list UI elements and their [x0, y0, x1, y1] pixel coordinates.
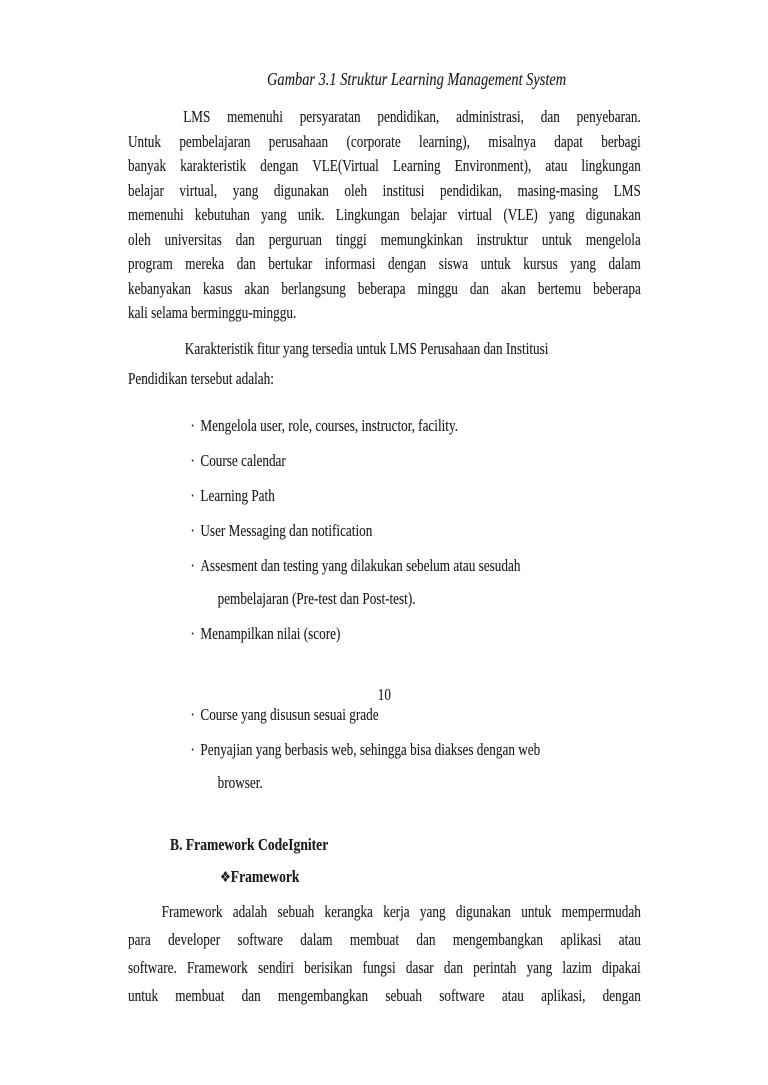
list-item: [128, 480, 641, 513]
bullet-dot-icon: ·: [190, 623, 195, 643]
text-line: belajar virtual, yang digunakan oleh institusi pendidikan, masing-masing LMS: [128, 180, 641, 200]
text-line: · User Messaging dan notification: [190, 521, 373, 540]
text-line: software. Framework sendiri berisikan fungsi dasar dan perintah yang lazim dipakai: [128, 958, 641, 977]
text-line: oleh universitas dan perguruan tinggi memungkinkan instruktur untuk mengelola: [128, 229, 641, 249]
text-line: untuk membuat dan mengembangkan sebuah software atau aplikasi, dengan: [128, 986, 641, 1005]
bullet-dot-icon: ·: [190, 486, 195, 505]
subsection-heading: [220, 866, 300, 888]
text-line: Karakteristik fitur yang tersedia untuk LMS Perusahaan dan Institusi: [184, 339, 549, 358]
text-line: browser.: [217, 772, 263, 792]
list-item: [128, 618, 641, 651]
text-line: · Course yang disusun sesuai grade: [190, 705, 379, 724]
bullet-dot-icon: ·: [190, 740, 195, 759]
text-line: kebanyakan kasus akan berlangsung beberapa minggu dan akan bertemu beberapa: [128, 278, 641, 298]
text-line: memenuhi kebutuhan yang unik. Lingkungan belajar virtual (VLE) yang digunakan: [128, 205, 641, 224]
text-line: kali selama berminggu-minggu.: [128, 303, 297, 322]
text-line: Framework adalah sebuah kerangka kerja yang digunakan untuk mempermudah: [161, 902, 641, 921]
text-line: Pendidikan tersebut adalah:: [128, 369, 274, 388]
bullet-dot-icon: ·: [190, 416, 195, 435]
page-number: 10: [377, 685, 391, 704]
list-item: [128, 699, 641, 732]
subsection-heading-label: Framework: [230, 867, 300, 886]
feature-list: [128, 410, 641, 653]
text-line: · Assesment dan testing yang dilakukan sebelum atau sesudah: [190, 556, 521, 575]
paragraph-features-intro: [128, 334, 641, 394]
text-line: para developer software dalam membuat dan mengembangkan aplikasi atau: [128, 930, 641, 949]
diamond-bullet-icon: ❖: [220, 868, 231, 886]
list-item: [128, 550, 641, 615]
section-heading: B. Framework CodeIgniter: [170, 835, 329, 854]
figure-caption: Gambar 3.1 Struktur Learning Management System: [267, 69, 567, 89]
list-item: [128, 515, 641, 548]
list-item: [128, 734, 641, 799]
paragraph-lms: [128, 105, 641, 326]
text-line: pembelajaran (Pre-test dan Post-test).: [217, 588, 416, 608]
text-line: · Penyajian yang berbasis web, sehingga bisa diakses dengan web: [190, 740, 541, 759]
text-line: program mereka dan bertukar informasi dengan siswa untuk kursus yang dalam: [128, 254, 641, 273]
text-line: · Course calendar: [190, 451, 286, 470]
bullet-dot-icon: ·: [190, 451, 195, 470]
list-item: [128, 445, 641, 478]
bullet-dot-icon: ·: [190, 556, 195, 575]
bullet-dot-icon: ·: [190, 521, 195, 540]
text-line: banyak karakteristik dengan VLE(Virtual Learning Environment), atau lingkungan: [128, 156, 641, 175]
text-line: · Mengelola user, role, courses, instructor, facility.: [190, 416, 459, 435]
text-line: LMS memenuhi persyaratan pendidikan, administrasi, dan penyebaran.: [183, 107, 641, 126]
feature-list-continued: [128, 699, 641, 802]
paragraph-framework: [128, 898, 641, 1010]
text-line: · Learning Path: [190, 486, 275, 505]
list-item: [128, 410, 641, 443]
text-line: · Menampilkan nilai (score): [190, 623, 341, 643]
text-line: Untuk pembelajaran perusahaan (corporate learning), misalnya dapat berbagi: [128, 131, 641, 151]
bullet-dot-icon: ·: [190, 705, 195, 724]
